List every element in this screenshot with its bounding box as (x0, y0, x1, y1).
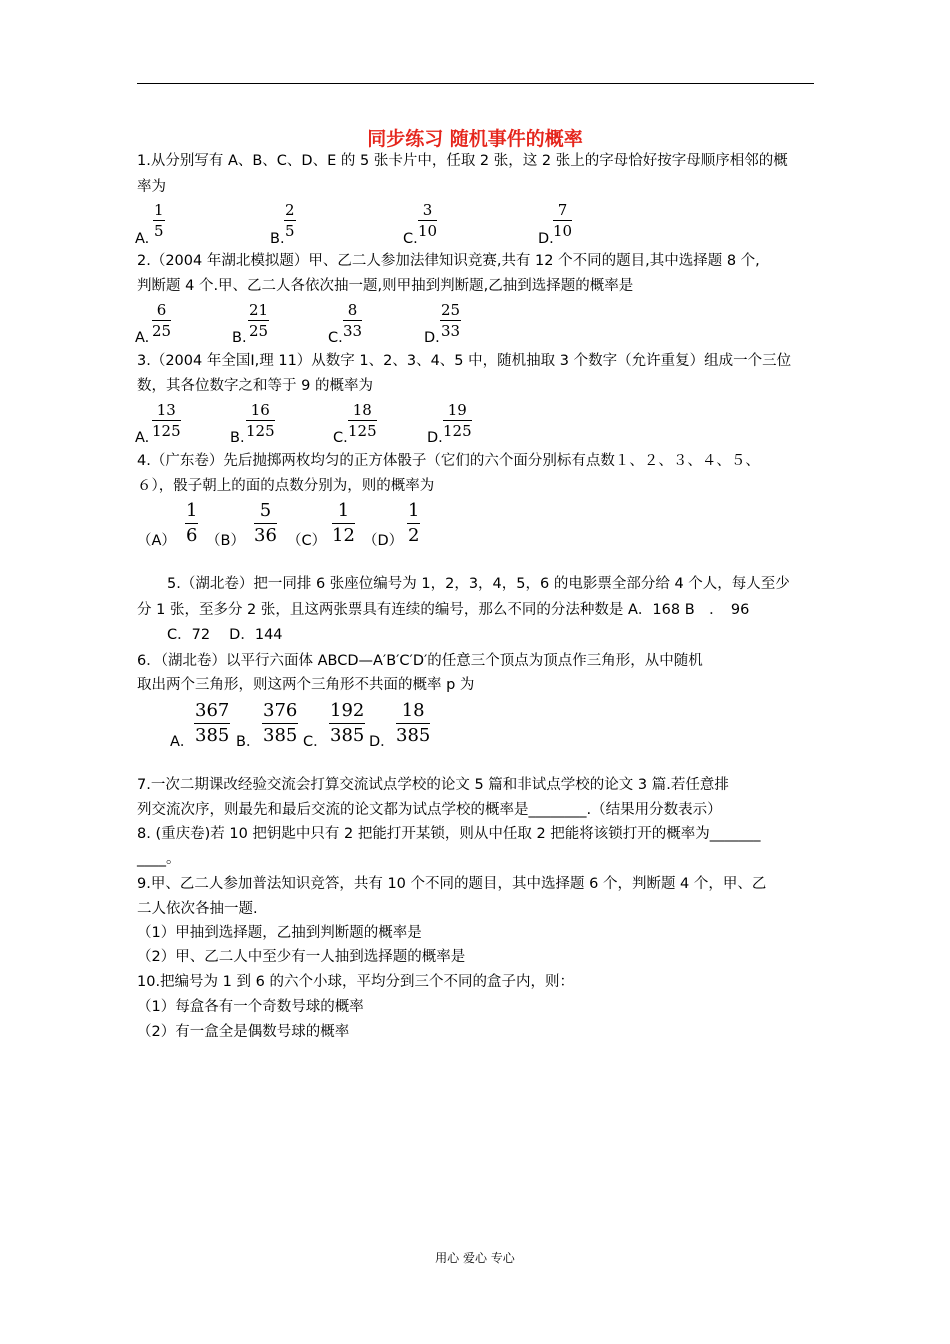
q2-option-b-label: B. (232, 330, 247, 346)
q6-option-b-label: B． (236, 734, 261, 750)
q9-line3: （1）甲抽到选择题，乙抽到判断题的概率是 (137, 925, 422, 941)
page-footer: 用心 爱心 专心 (435, 1251, 515, 1265)
q2-option-a-label: A. (135, 330, 150, 346)
header-rule (137, 83, 814, 84)
q3-option-c-fraction: $\frac{18}{125}$ (348, 401, 377, 440)
q6-line1: 6．（湖北卷）以平行六面体 ABCD—A′B′C′D′的任意三个顶点为顶点作三角形，从中随机 (137, 653, 703, 669)
q8-line1: 8. (重庆卷)若 10 把钥匙中只有 2 把能打开某锁，则从中任取 2 把能将该锁打开的概率为_______ (137, 826, 761, 842)
q6-option-c-label: C． (303, 734, 328, 750)
q1-option-a-label: A. (135, 231, 150, 247)
q1-option-b-label: B. (270, 231, 285, 247)
q4-option-b-fraction: $\frac{5}{36}$ (254, 500, 277, 546)
q1-option-c-fraction: $\frac{3}{10}$ (418, 201, 438, 240)
q9-line2: 二人依次各抽一题. (137, 901, 258, 917)
q2-option-c-fraction: $\frac{8}{33}$ (343, 301, 363, 340)
q6-option-c-fraction: $\frac{192}{385}$ (330, 700, 365, 746)
page-title: 同步练习 随机事件的概率 (367, 128, 583, 150)
q4-line2: ６），骰子朝上的面的点数分别为，则的概率为 (137, 478, 435, 494)
q4-option-d-label: （D） (363, 533, 404, 549)
q1-option-a-fraction: $\frac{1}{5}$ (154, 201, 164, 240)
q6-option-b-fraction: $\frac{376}{385}$ (263, 700, 298, 746)
q4-option-b-label: （B） (206, 533, 245, 549)
q3-line1: 3.（2004 年全国Ⅰ,理 11）从数字 1、2、3、4、5 中，随机抽取 3 个数字（允许重复）组成一个三位 (137, 353, 792, 369)
q5-line3: C．72 D．144 (167, 627, 283, 643)
q2-option-d-fraction: $\frac{25}{33}$ (441, 301, 461, 340)
q2-option-c-label: C. (328, 330, 343, 346)
q4-option-c-label: （C） (287, 533, 327, 549)
q4-option-c-fraction: $\frac{1}{12}$ (332, 500, 355, 546)
q1-line1: 1.从分别写有 A、B、C、D、E 的 5 张卡片中，任取 2 张，这 2 张上的字母恰好按字母顺序相邻的概 (137, 153, 788, 169)
q1-option-c-label: C. (403, 231, 418, 247)
q6-line2: 取出两个三角形，则这两个三角形不共面的概率 p 为 (137, 677, 475, 693)
q4-option-d-fraction: $\frac{1}{2}$ (408, 500, 420, 546)
q5-line1: 5.（湖北卷）把一同排 6 张座位编号为 1，2，3，4，5，6 的电影票全部分给 4 个人，每人至少 (167, 576, 790, 592)
q3-option-a-fraction: $\frac{13}{125}$ (152, 401, 181, 440)
q2-option-a-fraction: $\frac{6}{25}$ (152, 301, 172, 340)
q5-line2: 分 1 张，至多分 2 张，且这两张票具有连续的编号，那么不同的分法种数是 A．168 B ． 96 (137, 602, 750, 618)
q2-option-d-label: D. (424, 330, 440, 346)
q10-line3: （2）有一盒全是偶数号球的概率 (137, 1024, 350, 1040)
q3-option-d-label: D. (427, 430, 443, 446)
q4-line1: 4.（广东卷）先后抛掷两枚均匀的正方体骰子（它们的六个面分别标有点数１、２、３、４、５、 (137, 453, 760, 469)
q3-option-b-label: B. (230, 430, 245, 446)
q3-line2: 数，其各位数字之和等于 9 的概率为 (137, 378, 373, 394)
q1-option-d-fraction: $\frac{7}{10}$ (553, 201, 573, 240)
q7-line2: 列交流次序，则最先和最后交流的论文都为试点学校的概率是________.（结果用分数表示） (137, 802, 722, 818)
q4-option-a-label: （A） (137, 533, 176, 549)
q8-line2: ____。 (137, 851, 181, 867)
q6-option-d-label: D． (369, 734, 395, 750)
q3-option-d-fraction: $\frac{19}{125}$ (443, 401, 472, 440)
q10-line2: （1）每盒各有一个奇数号球的概率 (137, 999, 364, 1015)
q7-line1: 7.一次二期课改经验交流会打算交流试点学校的论文 5 篇和非试点学校的论文 3 篇.若任意排 (137, 777, 729, 793)
q6-option-a-label: A． (170, 734, 195, 750)
q4-option-a-fraction: $\frac{1}{6}$ (186, 500, 198, 546)
q2-option-b-fraction: $\frac{21}{25}$ (249, 301, 269, 340)
q3-option-b-fraction: $\frac{16}{125}$ (246, 401, 275, 440)
q1-option-d-label: D. (538, 231, 554, 247)
q1-line2: 率为 (137, 179, 166, 195)
q3-option-a-label: A. (135, 430, 150, 446)
q6-option-a-fraction: $\frac{367}{385}$ (195, 700, 230, 746)
q2-line1: 2.（2004 年湖北模拟题）甲、乙二人参加法律知识竞赛,共有 12 个不同的题目,其中选择题 8 个, (137, 253, 760, 269)
q9-line1: 9.甲、乙二人参加普法知识竞答，共有 10 个不同的题目，其中选择题 6 个，判断题 4 个，甲、乙 (137, 876, 767, 892)
q3-option-c-label: C. (333, 430, 348, 446)
q1-option-b-fraction: $\frac{2}{5}$ (285, 201, 295, 240)
q6-option-d-fraction: $\frac{18}{385}$ (396, 700, 431, 746)
q9-line4: （2）甲、乙二人中至少有一人抽到选择题的概率是 (137, 949, 466, 965)
q2-line2: 判断题 4 个.甲、乙二人各依次抽一题,则甲抽到判断题,乙抽到选择题的概率是 (137, 278, 634, 294)
q10-line1: 10.把编号为 1 到 6 的六个小球，平均分到三个不同的盒子内，则： (137, 974, 574, 990)
